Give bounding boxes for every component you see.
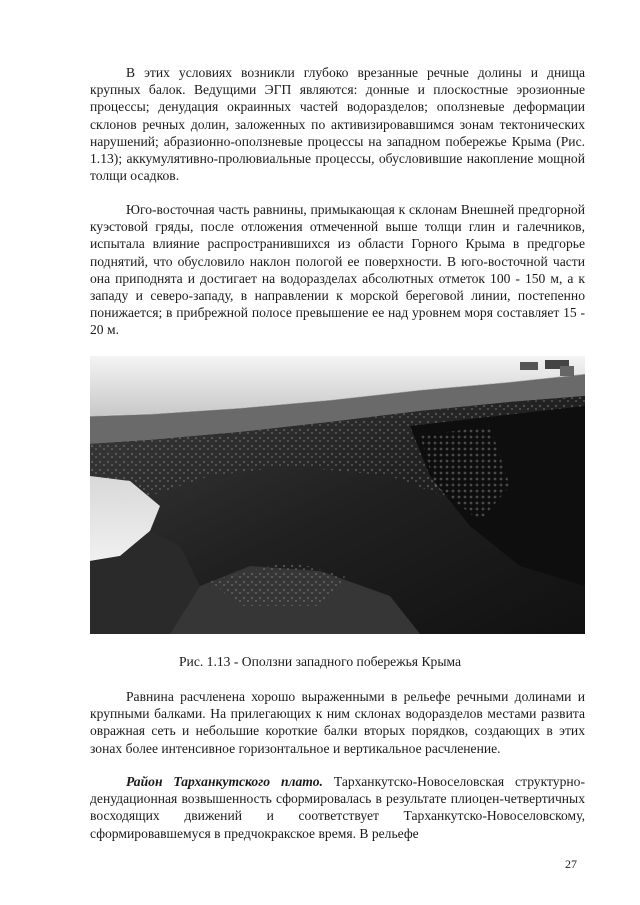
paragraph-1-text: В этих условиях возникли глубоко врезанные речные долины и днища крупных балок. Ведущими ЭГП являются: донные и плоскостные эрозионные процессы; денудация окраинных частей водоразделов; оползневые деформации склонов речных долин, заложенных по активизировавшимся зонам тектонических нарушений; абразионно-оползневые процессы на западном побережье Крыма (Рис. 1.13); аккумулятивно-пролювиальные процессы, обусловившие накопление мощной толщи осадков. (90, 65, 585, 184)
paragraph-3 (90, 688, 585, 757)
paragraph-2 (90, 201, 585, 339)
figure-caption: Рис. 1.13 - Оползни западного побережья Крыма (179, 654, 461, 669)
paragraph-3-text: Равнина расчленена хорошо выраженными в рельефе речными долинами и крупными балками. На прилегающих к ним склонах водоразделов местами развита овражная сеть и небольшие короткие балки вторых порядков, создающих в этих зонах более интенсивное горизонтальное и вертикальное расчленение. (90, 689, 585, 756)
paragraph-4 (90, 773, 585, 842)
paragraph-2-text: Юго-восточная часть равнины, примыкающая к склонам Внешней предгорной куэстовой гряды, после отложения отмеченной выше толщи глин и галечников, испытала влияние распространившихся из области Горного Крыма в предгорье поднятий, что обусловило наклон пологой ее поверхности. В юго-восточной части она приподнята и достигает на водоразделах абсолютных отметок 100 - 150 м, а к западу и северо-западу, в направлении к морской береговой линии, постепенно понижается; в прибрежной полосе превышение ее над уровнем моря составляет 15 - 20 м. (90, 202, 585, 338)
page-number: 27 (565, 857, 577, 871)
landslide-photo (90, 356, 585, 634)
region-heading: Район Тарханкутского плато. (126, 774, 323, 789)
region-text: Тарханкутско-Новоселовская структурно-денудационная возвышенность сформировалась в результате плиоцен-четвертичных восходящих движений и соответствует Тарханкутско-Новоселовскому, сформировавшемуся в предчокракское время. В рельефе (90, 774, 585, 841)
paragraph-1 (90, 64, 585, 184)
